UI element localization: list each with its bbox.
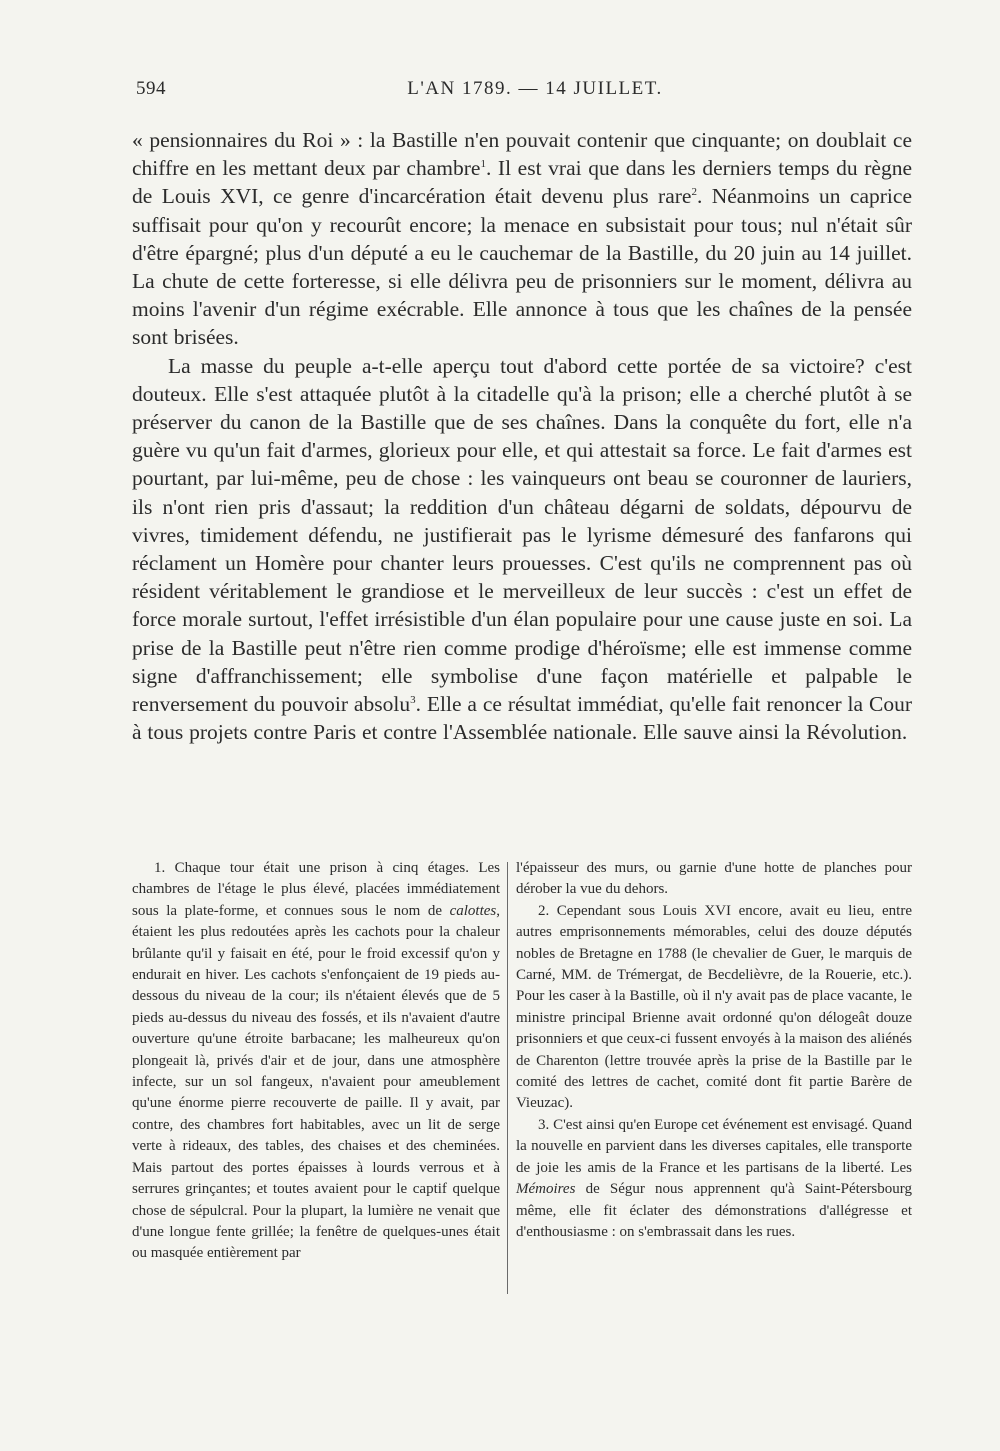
paragraph-2-text-a: La masse du peuple a-t-elle aperçu tout d'abord cette portée de sa victoire? c'est douteux. Elle s'est attaquée plutôt à la citadelle qu'à la prison; elle a cherché plutôt à se préserver du canon de la Bastille que de ses chaînes. Dans la conquête du fort, elle n'a guère vu qu'un fait d'armes, glorieux pour elle, et qui attestait sa force. Le fait d'armes est pourtant, par lui-même, peu de chose : les vainqueurs ont beau se couronner de lauriers, ils n'ont rien pris d'assaut; la reddition d'un château dégarni de soldats, dépourvu de vivres, timidement défendu, ne justifierait pas le lyrisme démesuré des fanfarons qui réclament un Homère pour chanter leurs prouesses. C'est qu'ils ne comprennent pas où résident véritablement le grandiose et le merveilleux de leur succès : c'est un effet de force morale surtout, l'effet irrésistible d'un élan populaire pour une cause juste en soi. La prise de la Bastille peut n'être rien comme prodige d'héroïsme; elle est immense comme signe d'affranchissement; elle symbolise d'une façon matérielle et palpable le renversement du pouvoir absolu <box>132 353 912 717</box>
paragraph-2-text-b: . Elle a ce résultat immédiat, qu'elle fait renoncer la Cour à tous projets contre Paris et contre l'Assemblée nationale. Elle sauve ainsi la Révolution. <box>132 692 912 745</box>
footnote-1 <box>132 858 500 1265</box>
column-divider <box>507 862 508 1294</box>
running-head: L'AN 1789. — 14 JUILLET. <box>407 78 663 99</box>
footnote-1-text-b: , étaient les plus redoutées après les cachots pour la chaleur brûlante qu'il y faisait en été, pour le froid excessif qu'on y endurait en hiver. Les cachots s'enfonçaient de 19 pieds au-dessous du niveau de la cour; ils n'étaient élevés que de 5 pieds au-dessus du niveau des fossés, et ils n'avaient d'autre ouverture qu'une étroite barbacane; les malheureux qu'on plongeait là, privés d'air et de jour, dans une atmosphère infecte, sur un sol fangeux, n'avaient pour ameublement qu'une énorme pierre recouverte de paille. Il y avait, par contre, des chambres fort habitables, avec un lit de serge verte à rideaux, des tables, des chaises et des cheminées. Mais partout des portes épaisses à lourds verrous et à serrures grinçantes; et toutes avaient pour le captif quelque chose de sépulcral. Pour la plupart, la lumière ne venait que d'une longue fente grillée; la fenêtre de quelques-unes était ou masquée entièrement par <box>132 902 500 1262</box>
paragraph-1-text-a: « pensionnaires du Roi » : la Bastille n'en pouvait contenir que cinquante; on doublait ce chiffre en les mettant deux par chambre <box>132 128 912 181</box>
footnote-1-continued: l'épaisseur des murs, ou garnie d'une hotte de planches pour dérober la vue du dehors. <box>516 860 912 898</box>
footnote-ref-1: 1 <box>480 158 486 171</box>
footnote-ref-3: 3 <box>410 693 416 706</box>
footnotes-left-column <box>132 858 500 1265</box>
footnote-1-italic: calottes <box>449 902 497 919</box>
main-text <box>132 126 912 746</box>
paragraph-2 <box>132 352 912 747</box>
footnote-3-italic: Mémoires <box>516 1181 576 1198</box>
footnote-ref-2: 2 <box>691 186 697 199</box>
footnote-3-text-a: 3. C'est ainsi qu'en Europe cet événement est envisagé. Quand la nouvelle en parvient dans les diverses capitales, elle transporte de joie les amis de la France et les partisans de la liberté. Les <box>516 1116 912 1176</box>
footnote-2: 2. Cependant sous Louis XVI encore, avait eu lieu, entre autres emprisonnements mémorables, celui des douze députés nobles de Bretagne en 1788 (le chevalier de Guer, le marquis de Carné, MM. de Trémergat, de Becdelièvre, de la Rouerie, etc.). Pour les caser à la Bastille, où il n'y avait pas de place vacante, le ministre principal Brienne avait ordonné qu'on délogeât douze prisonniers et que ceux-ci fussent envoyés à la maison des aliénés de Charenton (lettre trouvée après la prise de la Bastille par le comité des lettres de cachet, comité dont fit partie Barère de Vieuzac). <box>516 902 912 1112</box>
footnote-3 <box>516 1115 912 1243</box>
footnote-1-text-a: 1. Chaque tour était une prison à cinq étages. Les chambres de l'étage le plus élevé, placées immédiatement sous la plate-forme, et connues sous le nom de <box>132 860 500 919</box>
footnotes <box>132 858 912 1308</box>
footnote-3-text-b: de Ségur nous apprennent qu'à Saint-Pétersbourg même, elle fit éclater des démonstrations d'allégresse et d'enthousiasme : on s'embrassait dans les rues. <box>516 1181 912 1240</box>
page-number: 594 <box>136 78 166 99</box>
paragraph-1-text-c: . Néanmoins un caprice suffisait pour qu'on y recourût encore; la menace en subsistait pour tous; nul n'était sûr d'être épargné; plus d'un député a eu le cauchemar de la Bastille, du 20 juin au 14 juillet. La chute de cette forteresse, si elle délivra peu de prisonniers sur le moment, délivra au moins l'avenir d'un régime exécrable. Elle annonce à tous que les chaînes de la pensée sont brisées. <box>132 184 912 350</box>
paragraph-1 <box>132 126 912 352</box>
footnotes-right-column <box>516 858 912 1243</box>
paragraph-1-text-b: . Il est vrai que dans les derniers temps du règne de Louis XVI, ce genre d'incarcération était devenu plus rare <box>132 156 913 209</box>
